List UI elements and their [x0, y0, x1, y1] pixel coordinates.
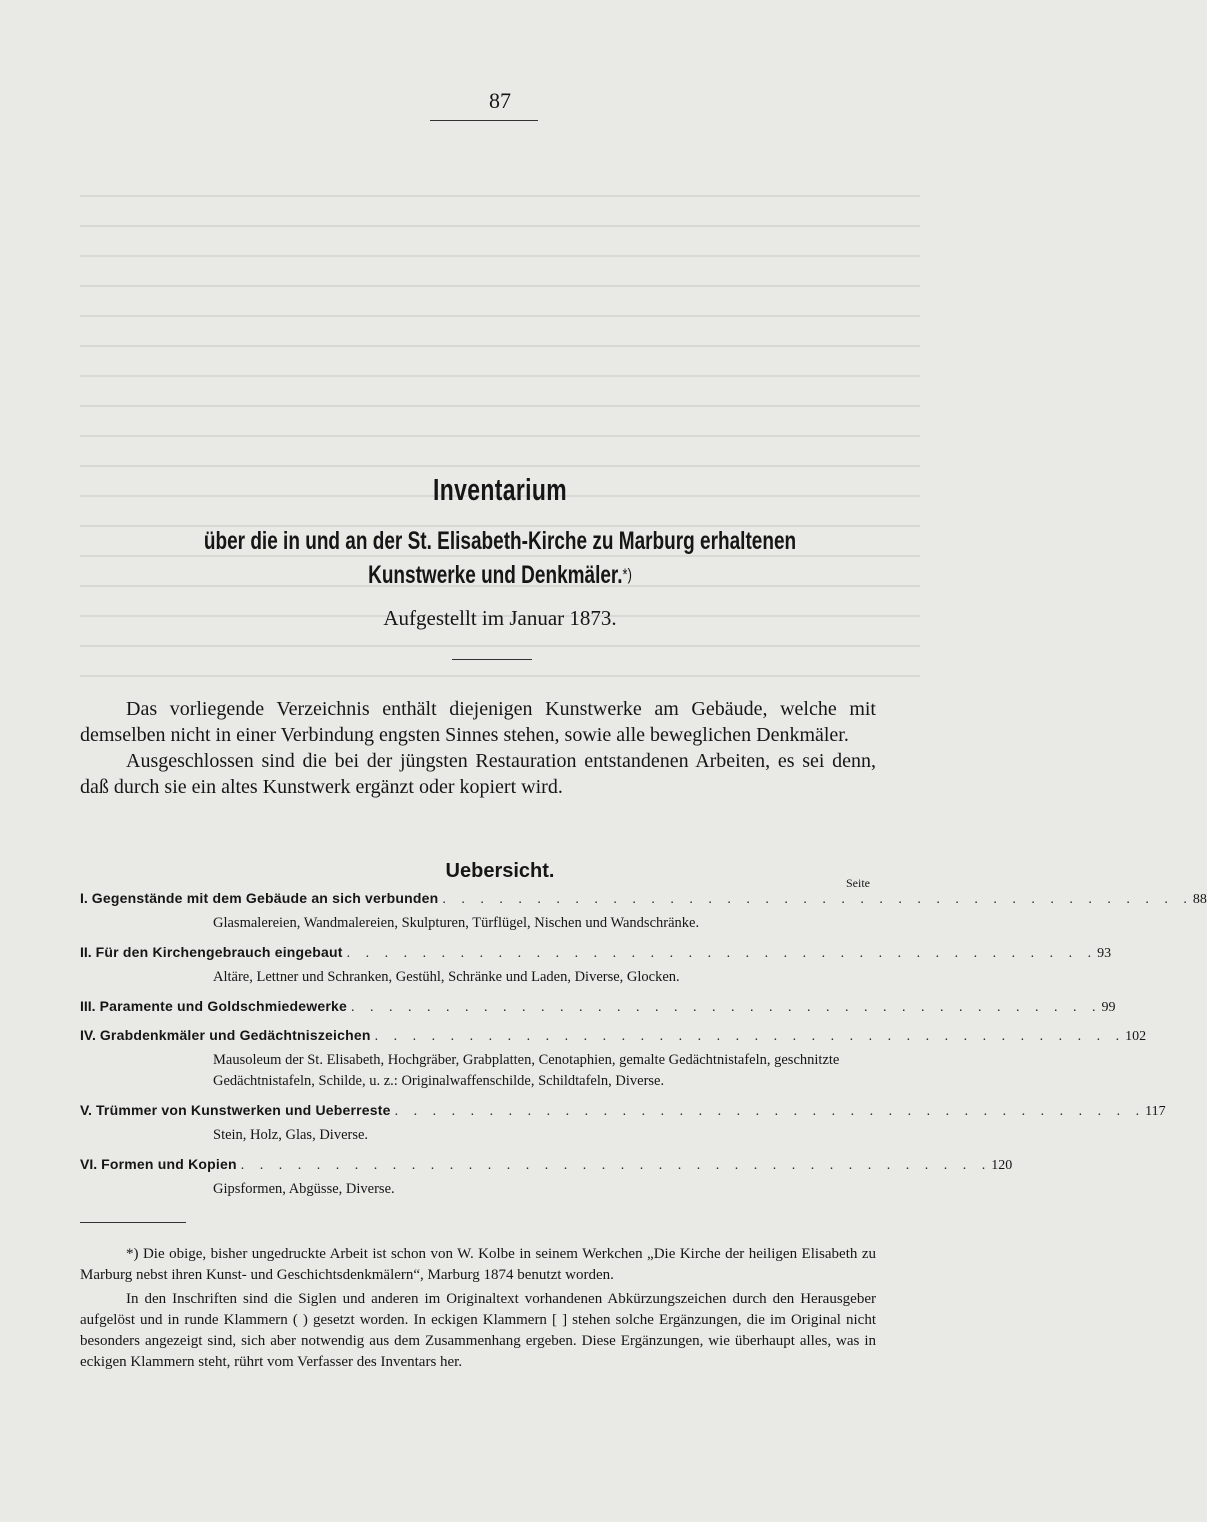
toc-entry-4 [80, 1027, 1147, 1092]
table-of-contents [80, 890, 1207, 1200]
footnote-rule [80, 1222, 186, 1223]
toc-page: 102 [1125, 1029, 1147, 1044]
intro-paragraph: Ausgeschlossen sind die bei der jüngsten Restauration entstandenen Arbeiten, es sei denn, daß durch sie ein altes Kunstwerk ergänzt oder kopiert wird. [80, 750, 876, 798]
subtitle-footnote-mark: *) [622, 565, 632, 584]
overview-heading: Uebersicht. [445, 860, 555, 882]
toc-number: III. [80, 998, 96, 1014]
date-line: Aufgestellt im Januar 1873. [383, 606, 617, 630]
toc-number: IV. [80, 1027, 96, 1043]
toc-entry-2 [80, 944, 1112, 988]
toc-page: 88 [1192, 892, 1207, 907]
toc-leader: . . . . . . . . . . . . . . . . . . . . . . . . . . . . . . . . . . . . . . . . [394, 1104, 1146, 1119]
toc-entry-1 [80, 890, 1207, 934]
toc-title: Für den Kirchengebrauch eingebaut [95, 944, 343, 960]
page-number-rule [430, 120, 538, 121]
subtitle-line-2-text: Kunstwerke und Denkmäler. [368, 561, 623, 589]
intro-text [80, 696, 876, 800]
subtitle-line-1: über die in und an der St. Elisabeth-Kirche zu Marburg erhaltenen [203, 527, 797, 555]
footnote: In den Inschriften sind die Siglen und anderen im Originaltext vorhandenen Abkürzungszeichen durch den Herausgeber aufgelöst und in runde Klammern ( ) gesetzt worden. In eckigen Klammern [ ] stehen solche Ergänzungen, die im Original nicht besonders angezeigt sind, sich aber notwendig aus dem Zusammenhang ergeben. Diese Ergänzungen, wie überhaupt alles, was in eckigen Klammern steht, rührt vom Verfasser des Inventars her. [80, 1291, 876, 1370]
toc-description: Altäre, Lettner und Schranken, Gestühl, Schränke und Laden, Diverse, Glocken. [213, 969, 680, 985]
toc-description: Mausoleum der St. Elisabeth, Hochgräber, Grabplatten, Cenotaphien, gemalte Gedächtnistafeln, geschnitzte Gedächtnistafeln, Schilde, u. z.: Originalwaffenschilde, Schildtafeln, Diverse. [213, 1052, 840, 1089]
toc-description: Glasmalereien, Wandmalereien, Skulpturen, Türflügel, Nischen und Wandschränke. [213, 915, 700, 931]
toc-title: Trümmer von Kunstwerken und Ueberreste [95, 1102, 391, 1118]
toc-number: II. [80, 944, 92, 960]
footnote: *) Die obige, bisher ungedruckte Arbeit ist schon von W. Kolbe in seinem Werkchen „Die Kirche der heiligen Elisabeth zu Marburg nebst ihren Kunst- und Geschichtsdenkmälern“, Marburg 1874 benutzt worden. [80, 1246, 876, 1283]
toc-leader: . . . . . . . . . . . . . . . . . . . . . . . . . . . . . . . . . . . . . . . . [346, 946, 1098, 961]
toc-page: 93 [1097, 946, 1112, 961]
section-divider [452, 659, 532, 660]
overview-page-label: Seite [846, 876, 870, 890]
toc-title: Formen und Kopien [101, 1156, 237, 1172]
toc-title: Grabdenkmäler und Gedächtniszeichen [99, 1027, 371, 1043]
toc-description: Stein, Holz, Glas, Diverse. [213, 1127, 369, 1143]
footnotes [80, 1244, 876, 1376]
toc-title: Paramente und Goldschmiedewerke [99, 998, 347, 1014]
toc-title: Gegenstände mit dem Gebäude an sich verbunden [91, 890, 439, 906]
toc-page: 99 [1101, 1000, 1116, 1015]
toc-entry-3 [80, 998, 1116, 1021]
document-title: Inventarium [432, 472, 568, 507]
toc-leader: . . . . . . . . . . . . . . . . . . . . . . . . . . . . . . . . . . . . . . . . [350, 1000, 1102, 1015]
document-subtitle [120, 524, 880, 592]
toc-description: Gipsformen, Abgüsse, Diverse. [213, 1181, 395, 1197]
toc-number: VI. [80, 1156, 98, 1172]
toc-leader: . . . . . . . . . . . . . . . . . . . . . . . . . . . . . . . . . . . . . . . . [374, 1029, 1126, 1044]
toc-leader: . . . . . . . . . . . . . . . . . . . . . . . . . . . . . . . . . . . . . . . . [240, 1158, 992, 1173]
toc-number: I. [80, 890, 88, 906]
toc-number: V. [80, 1102, 92, 1118]
toc-page: 117 [1145, 1104, 1166, 1119]
page-number: 87 [489, 88, 511, 113]
toc-leader: . . . . . . . . . . . . . . . . . . . . . . . . . . . . . . . . . . . . . . . . [442, 892, 1193, 907]
toc-entry-5 [80, 1102, 1166, 1146]
subtitle-line-2 [120, 558, 880, 592]
toc-page: 120 [991, 1158, 1013, 1173]
toc-entry-6 [80, 1156, 1013, 1200]
intro-paragraph: Das vorliegende Verzeichnis enthält diejenigen Kunstwerke am Gebäude, welche mit demselben nicht in einer Verbindung engsten Sinnes stehen, sowie alle beweglichen Denkmäler. [80, 698, 876, 746]
